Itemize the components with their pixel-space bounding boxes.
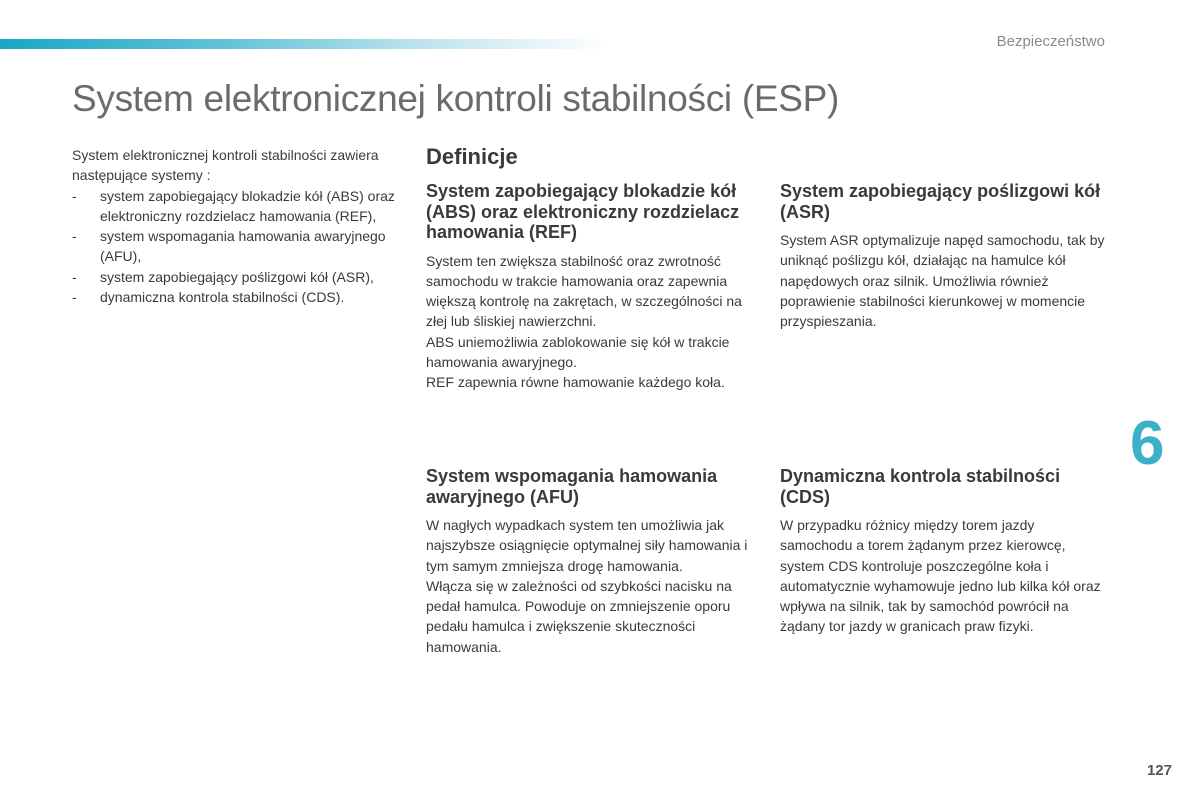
- list-item-text: system zapobiegający blokadzie kół (ABS) oraz elektroniczny rozdzielacz hamowania (REF),: [100, 187, 395, 224]
- definition-asr: [780, 181, 1110, 331]
- list-item: - system zapobiegający blokadzie kół (ABS) oraz elektroniczny rozdzielacz hamowania (REF),: [72, 187, 395, 224]
- definition-cds: [780, 466, 1110, 637]
- definitions-heading: Definicje: [426, 144, 518, 169]
- definition-text: System ten zwiększa stabilność oraz zwrotność samochodu w trakcie hamowania oraz zapewnia większą kontrolę na zakrętach, w szczególności na złej lub śliskiej nawierzchni. ABS uniemożliwia zablokowanie się kół w trakcie hamowania awaryjnego. REF zapewnia równe hamowanie każdego koła.: [426, 252, 742, 391]
- definition-text: System ASR optymalizuje napęd samochodu, tak by uniknąć poślizgu kół, działając na hamulce kół napędowych oraz silnik. Umożliwia również poprawienie stabilności kierunkowej w momencie przyspieszania.: [780, 232, 1105, 330]
- list-item-text: dynamiczna kontrola stabilności (CDS).: [100, 289, 345, 306]
- section-name: Bezpieczeństwo: [996, 33, 1105, 50]
- intro-lead: System elektronicznej kontroli stabilności zawiera następujące systemy :: [72, 147, 379, 184]
- list-item: - system wspomagania hamowania awaryjnego (AFU),: [72, 228, 386, 265]
- list-item: - system zapobiegający poślizgowi kół (ASR),: [72, 268, 374, 285]
- definition-afu: [426, 466, 756, 657]
- intro-column: [72, 145, 402, 307]
- definition-title: System wspomagania hamowania awaryjnego (AFU): [426, 466, 718, 507]
- list-item: - dynamiczna kontrola stabilności (CDS).: [72, 289, 345, 306]
- header-accent-bar: [0, 39, 610, 49]
- definition-abs: [426, 181, 756, 393]
- definition-title: Dynamiczna kontrola stabilności (CDS): [780, 466, 1061, 507]
- definition-title: System zapobiegający blokadzie kół (ABS) oraz elektroniczny rozdzielacz hamowania (REF): [426, 181, 740, 242]
- definition-text: W przypadku różnicy między torem jazdy samochodu a torem żądanym przez kierowcę, system CDS kontroluje poszczególne koła i automatycznie wyhamowuje jedno lub kilka kół oraz wpływa na silnik, tak by samochód powrócił na żądany tor jazdy w granicach praw fizyki.: [780, 517, 1101, 635]
- chapter-number: 6: [1130, 409, 1165, 478]
- definition-text: W nagłych wypadkach system ten umożliwia jak najszybsze osiągnięcie optymalnej siły hamowania i tym samym zmniejsza drogę hamowania. Włącza się w zależności od szybkości nacisku na pedał hamulca. Powoduje on zmniejszenie oporu pedału hamulca i zwiększenie skuteczności hamowania.: [426, 517, 748, 655]
- page-number: 127: [1146, 762, 1172, 779]
- page-title: System elektronicznej kontroli stabilności (ESP): [72, 78, 840, 119]
- list-item-text: system zapobiegający poślizgowi kół (ASR),: [100, 268, 374, 285]
- definition-title: System zapobiegający poślizgowi kół (ASR): [780, 181, 1101, 222]
- systems-list: [72, 186, 402, 308]
- list-item-text: system wspomagania hamowania awaryjnego (AFU),: [100, 228, 386, 265]
